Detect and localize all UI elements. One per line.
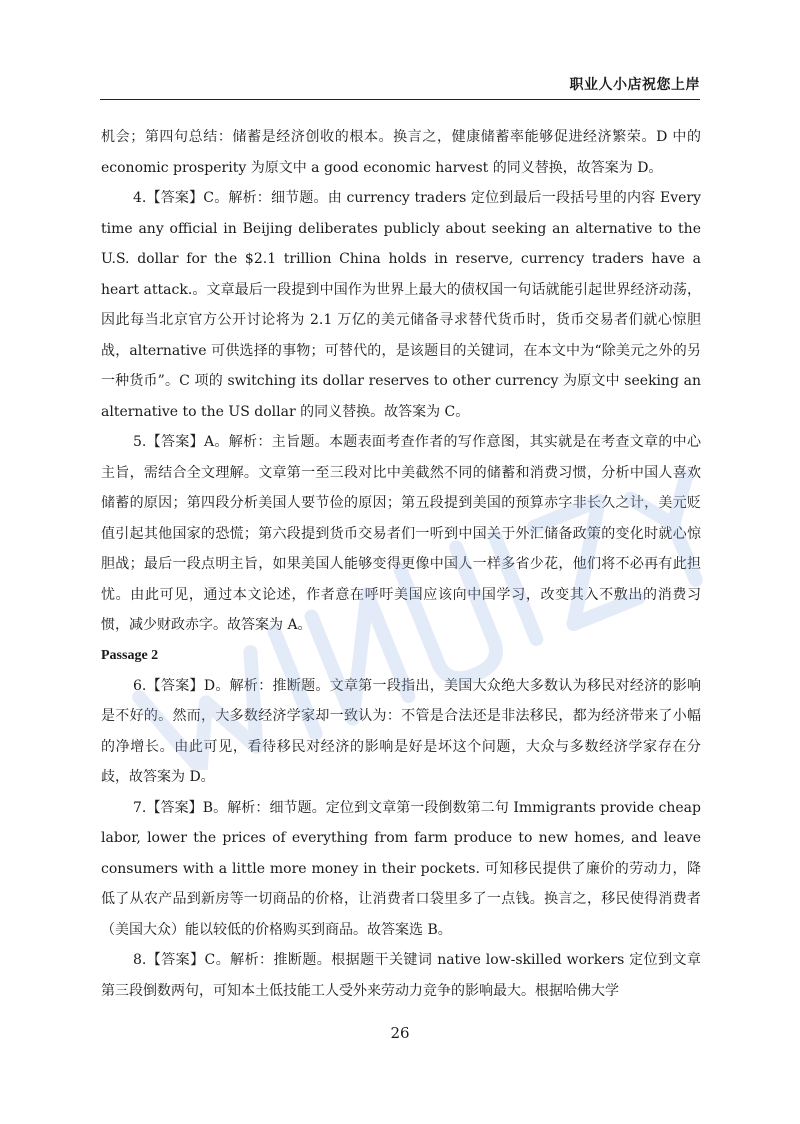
paragraph-answer-6: 6.【答案】D。解析：推断题。文章第一段指出，美国大众绝大多数认为移民对经济的影响是不好的。然而，大多数经济学家却一致认为：不管是合法还是非法移民，都为经济带来了小幅的净增长。由此可见，看待移民对经济的影响是好是坏这个问题，大众与多数经济学家存在分歧，故答案为 D。 [101,677,701,785]
section-heading-passage-2: Passage 2 [101,647,159,663]
page-number: 26 [390,1024,410,1042]
header-rule [100,99,700,100]
header-title: 职业人小店祝您上岸 [569,77,700,93]
paragraph-answer-5: 5.【答案】A。解析：主旨题。本题表面考查作者的写作意图，其实就是在考查文章的中心主旨，需结合全文理解。文章第一至三段对比中美截然不同的储蓄和消费习惯，分析中国人喜欢储蓄的原因；第四段分析美国人要节俭的原因；第五段提到美国的预算赤字非长久之计，美元贬值引起其他国家的恐慌；第六段提到货币交易者们一听到中国关于外汇储备政策的变化时就心惊胆战；最后一段点明主旨，如果美国人能够变得更像中国人一样多省少花，他们将不必再有此担忧。由此可见，通过本文论述，作者意在呼吁美国应该向中国学习，改变其入不敷出的消费习惯，减少财政赤字。故答案为 A。 [101,434,701,633]
paragraph-answer-7: 7.【答案】B。解析：细节题。定位到文章第一段倒数第二句 Immigrants provide cheap labor, lower the prices of everything from farm produce to new homes, and leave consumers with a little more money in their pockets. 可知移民提供了廉价的劳动力，降低了从农产品到新房等一切商品的价格，让消费者口袋里多了一点钱。换言之，移民使得消费者（美国大众）能以较低的价格购买到商品。故答案选 B。 [101,799,701,938]
paragraph-answer-8: 8.【答案】C。解析：推断题。根据题干关键词 native low-skilled workers 定位到文章第三段倒数两句，可知本土低技能工人受外来劳动力竞争的影响最大。根据哈佛大学 [101,952,701,999]
paragraph-continuation: 机会；第四句总结：储蓄是经济创收的根本。换言之，健康储蓄率能够促进经济繁荣。D 中的 economic prosperity 为原文中 a good economic harvest 的同义替换，故答案为 D。 [101,129,701,176]
page-header [100,70,700,96]
document-body [101,122,701,1006]
paragraph-answer-4: 4.【答案】C。解析：细节题。由 currency traders 定位到最后一段括号里的内容 Every time any official in Beijing deliberates publicly about seeking an alternative to the U.S. dollar for the $2.1 trillion China holds in reserve, currency traders have a heart attack.。文章最后一段提到中国作为世界上最大的债权国一句话就能引起世界经济动荡，因此每当北京官方公开讨论将为 2.1 万亿的美元储备寻求替代货币时，货币交易者们就心惊胆战，alternative 可供选择的事物；可替代的，是该题目的关键词，在本文中为“除美元之外的另一种货币”。C 项的 switching its dollar reserves to other currency 为原文中 seeking an alternative to the US dollar 的同义替换。故答案为 C。 [101,190,701,420]
